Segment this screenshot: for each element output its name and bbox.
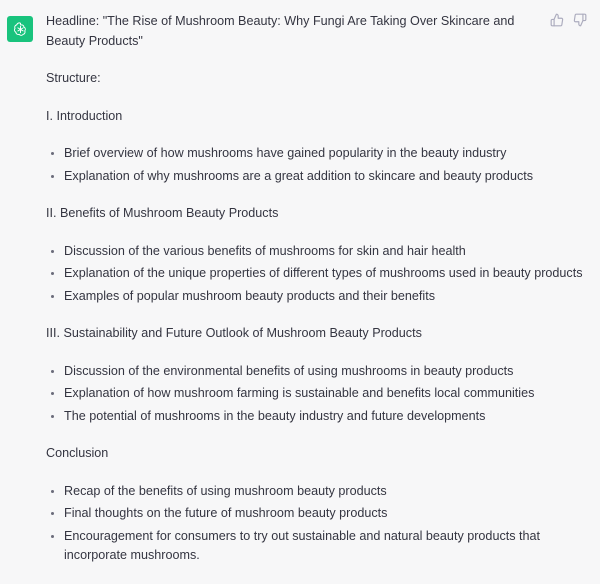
list-item: Final thoughts on the future of mushroom beauty products xyxy=(46,504,590,524)
thumbs-up-icon xyxy=(550,13,564,27)
list-item: Explanation of how mushroom farming is sustainable and benefits local communities xyxy=(46,384,590,404)
section-bullets-2 xyxy=(46,242,590,307)
section-title-4: Conclusion xyxy=(46,446,109,461)
thumbs-down-icon xyxy=(573,13,587,27)
list-item: Examples of popular mushroom beauty products and their benefits xyxy=(46,287,590,307)
section-title-3: III. Sustainability and Future Outlook of Mushroom Beauty Products xyxy=(46,326,422,341)
list-item: The potential of mushrooms in the beauty industry and future developments xyxy=(46,407,590,427)
section-bullets-4 xyxy=(46,482,590,566)
list-item: Recap of the benefits of using mushroom beauty products xyxy=(46,482,590,502)
list-item: Encouragement for consumers to try out sustainable and natural beauty products that incorporate mushrooms. xyxy=(46,527,590,566)
message-actions xyxy=(549,12,588,28)
thumbs-up-button[interactable] xyxy=(549,12,565,28)
list-item: Brief overview of how mushrooms have gained popularity in the beauty industry xyxy=(46,144,590,164)
section-bullets-3 xyxy=(46,362,590,427)
headline-paragraph: Headline: "The Rise of Mushroom Beauty: Why Fungi Are Taking Over Skincare and Beauty Products" xyxy=(46,14,515,48)
message-content xyxy=(33,12,600,584)
openai-logo-icon xyxy=(12,21,29,38)
list-item: Explanation of why mushrooms are a great addition to skincare and beauty products xyxy=(46,167,590,187)
list-item: Discussion of the various benefits of mushrooms for skin and hair health xyxy=(46,242,590,262)
structure-label: Structure: xyxy=(46,71,101,86)
list-item: Discussion of the environmental benefits of using mushrooms in beauty products xyxy=(46,362,590,382)
section-title-1: I. Introduction xyxy=(46,108,123,123)
thumbs-down-button[interactable] xyxy=(572,12,588,28)
scrollbar[interactable] xyxy=(594,0,600,575)
assistant-avatar xyxy=(7,16,33,42)
list-item: Explanation of the unique properties of different types of mushrooms used in beauty products xyxy=(46,264,590,284)
section-bullets-1 xyxy=(46,144,590,186)
section-title-2: II. Benefits of Mushroom Beauty Products xyxy=(46,206,279,221)
